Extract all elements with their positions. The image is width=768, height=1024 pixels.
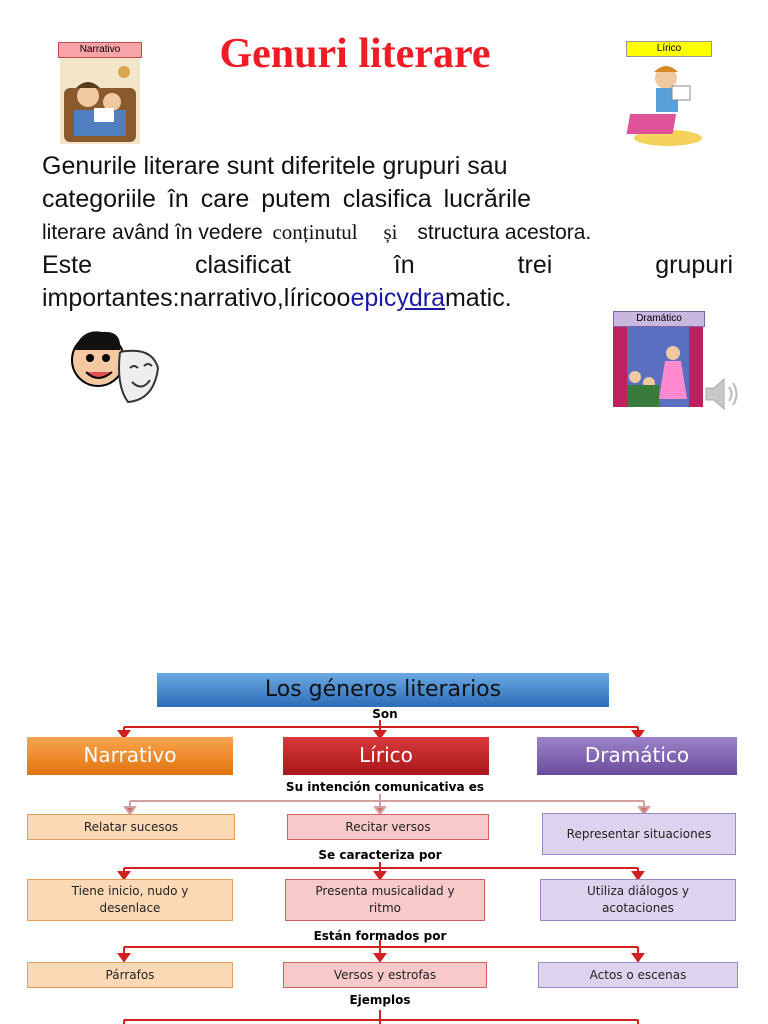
narrativo-picture	[60, 58, 140, 144]
box-relatar-sucesos: Relatar sucesos	[27, 814, 235, 840]
speaker-icon[interactable]	[702, 374, 742, 414]
formados-label: Están formados por	[313, 929, 447, 943]
paragraph-line: Este clasificat în trei grupuri	[42, 251, 734, 279]
box-musicalidad-ritmo: Presenta musicalidad y ritmo	[285, 879, 485, 921]
paragraph-text: importantes:narrativo,líricoo	[42, 284, 351, 312]
lirico-tag: Lírico	[626, 41, 712, 57]
narrativo-tag: Narrativo	[58, 42, 142, 58]
paragraph-text: literare având în vedere	[42, 221, 263, 244]
caracteriza-label: Se caracteriza por	[318, 848, 442, 862]
paragraph-line: categoriile în care putem clasifica lucrările	[42, 185, 532, 213]
box-dialogos-acotaciones: Utiliza diálogos y acotaciones	[540, 879, 736, 921]
ejemplos-label: Ejemplos	[349, 993, 411, 1007]
box-parrafos: Párrafos	[27, 962, 233, 988]
box-recitar-versos: Recitar versos	[287, 814, 489, 840]
box-actos-escenas: Actos o escenas	[538, 962, 738, 988]
box-inicio-nudo-desenlace: Tiene inicio, nudo y desenlace	[27, 879, 233, 921]
intencion-label: Su intención comunicativa es	[285, 780, 485, 794]
epic-link[interactable]: epic	[350, 284, 397, 312]
son-label: Son	[372, 707, 398, 721]
paragraph-line: Genurile literare sunt diferitele grupuri sau	[42, 152, 508, 180]
paragraph-text: și	[383, 220, 398, 244]
paragraph-text: dra	[408, 284, 445, 312]
slide-title: Genuri literare	[219, 31, 491, 77]
diagram-title: Los géneros literarios	[157, 673, 609, 707]
box-versos-estrofas: Versos y estrofas	[283, 962, 487, 988]
theater-mask-picture	[62, 322, 162, 406]
paragraph-text: y	[396, 284, 409, 312]
paragraph-text: matic.	[444, 284, 512, 312]
dramatico-tag: Dramático	[613, 311, 705, 327]
dramatico-picture	[613, 327, 703, 407]
paragraph-line	[42, 216, 742, 249]
category-lirico: Lírico	[283, 737, 489, 775]
intro-paragraph	[42, 150, 742, 315]
paragraph-text: structura acestora.	[417, 221, 592, 244]
category-dramatico: Dramático	[537, 737, 737, 775]
paragraph-text: conținutul	[272, 220, 358, 244]
lirico-picture	[626, 58, 710, 148]
category-narrativo: Narrativo	[27, 737, 233, 775]
box-representar-situaciones: Representar situaciones	[542, 813, 736, 855]
